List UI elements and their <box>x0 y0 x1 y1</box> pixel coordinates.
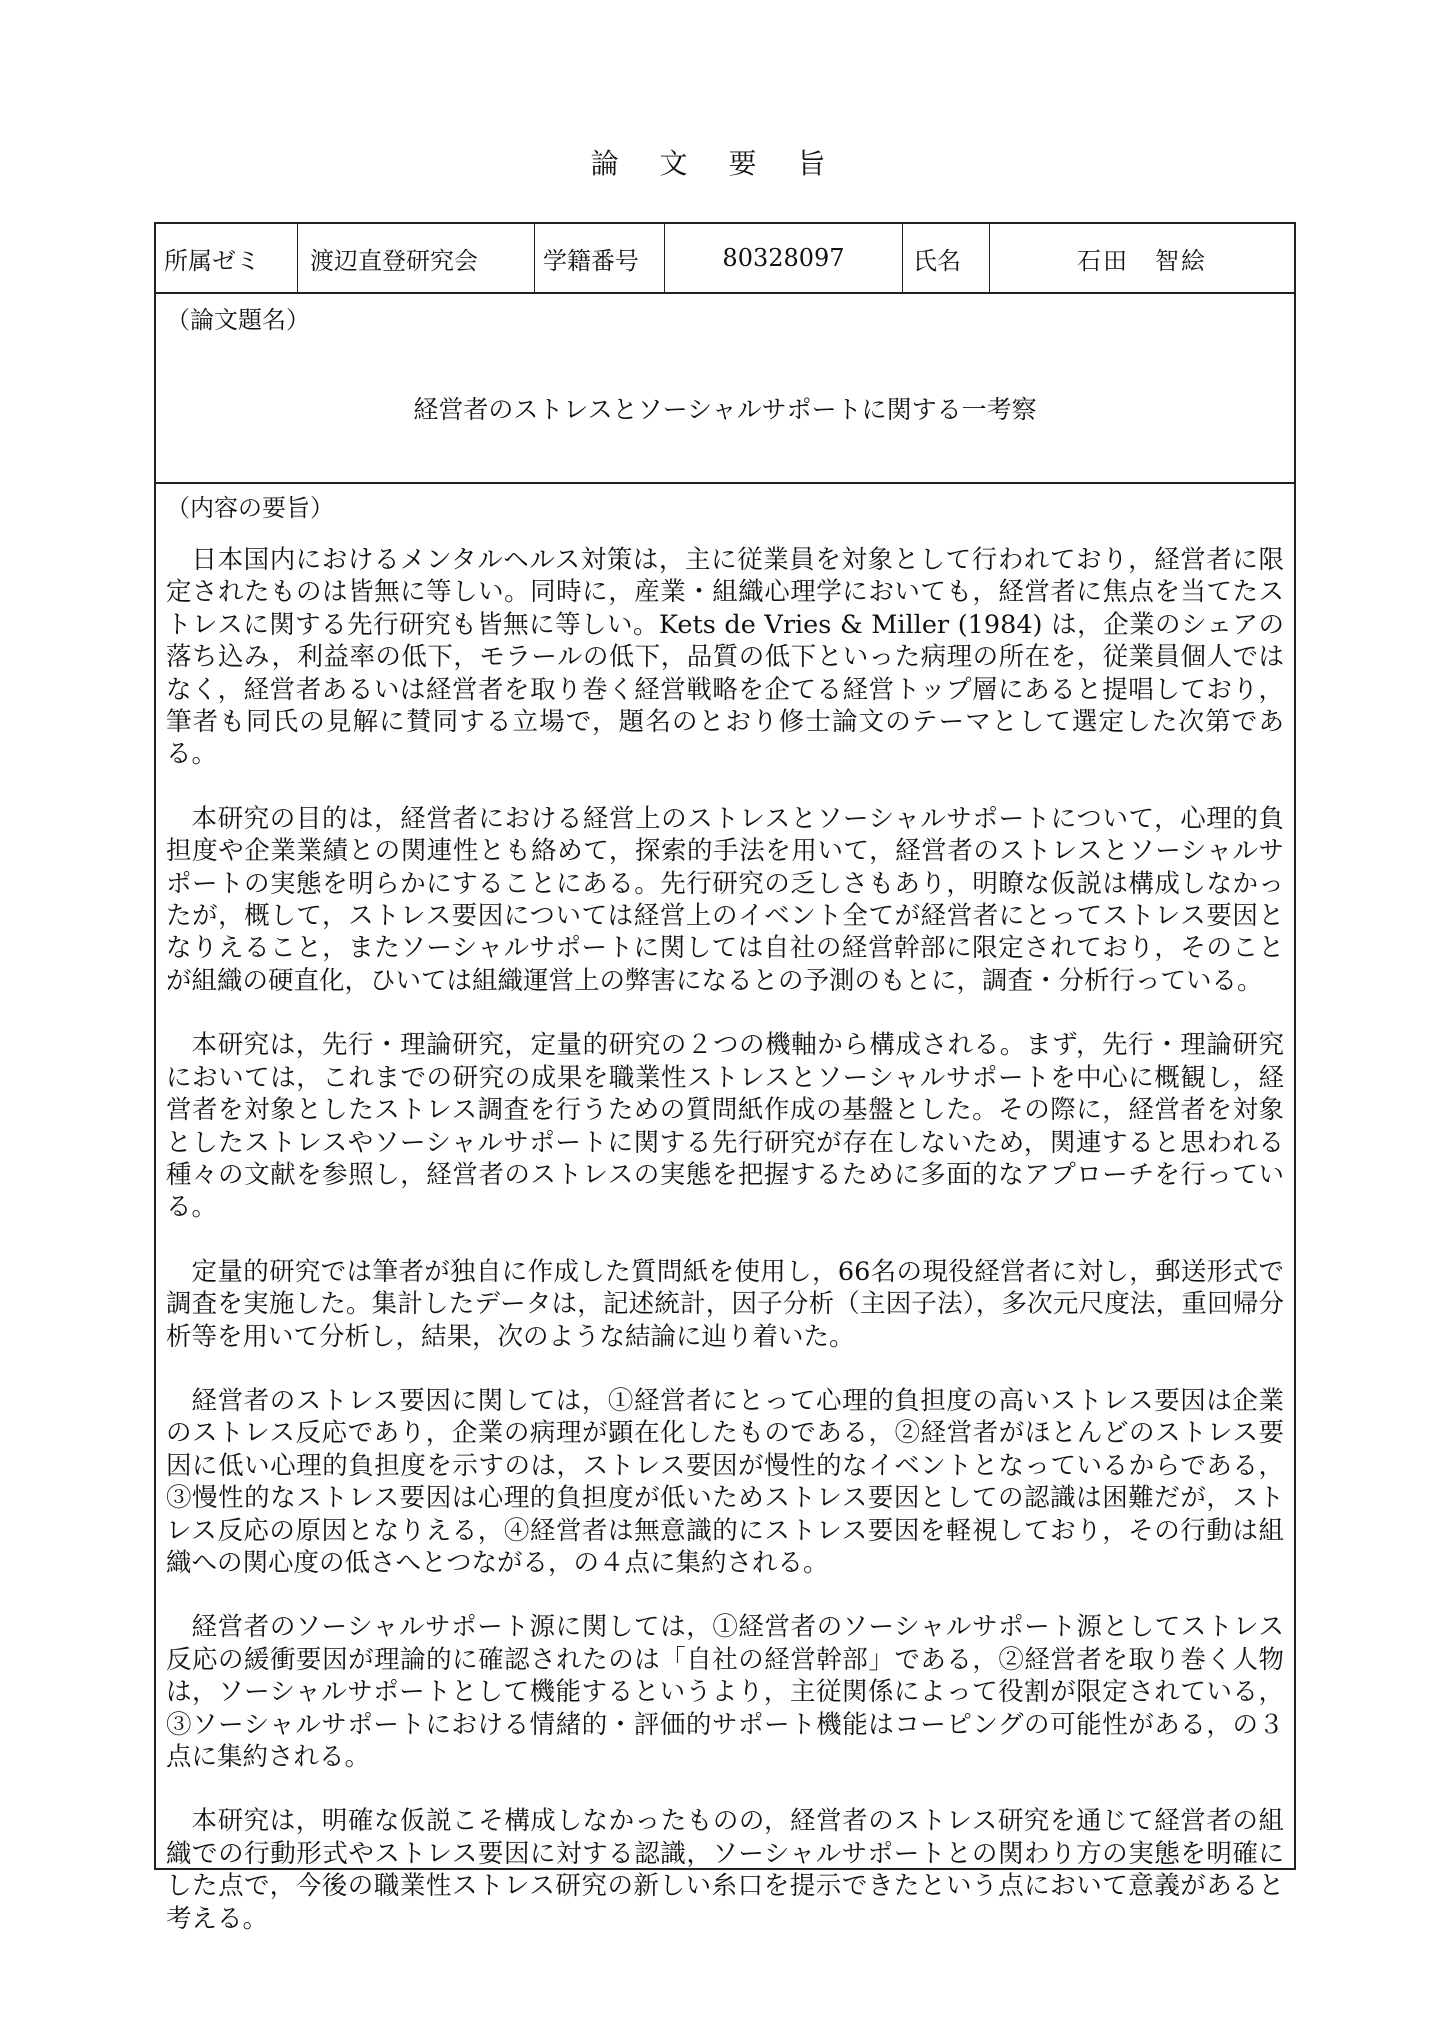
thesis-title-section <box>156 294 1294 484</box>
info-row <box>156 224 1294 294</box>
summary-label: （内容の要旨） <box>166 494 334 522</box>
summary-paragraph: 本研究は，明確な仮説こそ構成しなかったものの，経営者のストレス研究を通じて経営者の組織での行動形式やストレス要因に対する認識，ソーシャルサポートとの関わり方の実態を明確にした点で，今後の職業性ストレス研究の新しい糸口を提示できたという点において意義があると考える。 <box>166 1806 1284 1934</box>
thesis-title: 経営者のストレスとソーシャルサポートに関する一考察 <box>413 395 1037 424</box>
summary-paragraph: 定量的研究では筆者が独自に作成した質問紙を使用し，66名の現役経営者に対し，郵送形式で調査を実施した。集計したデータは，記述統計，因子分析（主因子法），多次元尺度法，重回帰分析等を用いて分析し，結果，次のような結論に辿り着いた。 <box>166 1256 1284 1352</box>
summary-paragraph: 本研究の目的は，経営者における経営上のストレスとソーシャルサポートについて，心理的負担度や企業業績との関連性とも絡めて，探索的手法を用いて，経営者のストレスとソーシャルサポートの実態を明らかにすることにある。先行研究の乏しさもあり，明瞭な仮説は構成しなかったが，概して，ストレス要因については経営上のイベント全てが経営者にとってストレス要因となりえること，またソーシャルサポートに関しては自社の経営幹部に限定されており，そのことが組織の硬直化，ひいては組織運営上の弊害になるとの予測のもとに，調査・分析行っている。 <box>166 803 1284 996</box>
document-heading: 論 文 要 旨 <box>590 147 842 180</box>
student-id-value: 80328097 <box>665 224 903 292</box>
seminar-value: 渡辺直登研究会 <box>298 224 535 292</box>
thesis-title-label: （論文題名） <box>166 306 310 334</box>
summary-paragraph: 本研究は，先行・理論研究，定量的研究の２つの機軸から構成される。まず，先行・理論研究においては，これまでの研究の成果を職業性ストレスとソーシャルサポートを中心に概観し，経営者を対象としたストレス調査を行うための質問紙作成の基盤とした。その際に，経営者を対象としたストレスやソーシャルサポートに関する先行研究が存在しないため，関連すると思われる種々の文献を参照し，経営者のストレスの実態を把握するために多面的なアプローチを行っている。 <box>166 1030 1284 1223</box>
name-value: 石田 智絵 <box>1077 246 1207 275</box>
seminar-label: 所属ゼミ <box>156 224 298 292</box>
summary-paragraph: 経営者のストレス要因に関しては，①経営者にとって心理的負担度の高いストレス要因は企業のストレス反応であり，企業の病理が顕在化したものである，②経営者がほとんどのストレス要因に低い心理的負担度を示すのは，ストレス要因が慢性的なイベントとなっているからである，③慢性的なストレス要因は心理的負担度が低いためストレス要因としての認識は困難だが，ストレス反応の原因となりえる，④経営者は無意識的にストレス要因を軽視しており，その行動は組織への関心度の低さへとつながる，の４点に集約される。 <box>166 1385 1284 1578</box>
abstract-form <box>154 222 1296 1934</box>
name-label: 氏名 <box>903 224 990 292</box>
summary-section <box>156 484 1294 1935</box>
student-id-label: 学籍番号 <box>535 224 665 292</box>
summary-paragraph: 経営者のソーシャルサポート源に関しては，①経営者のソーシャルサポート源としてストレス反応の緩衝要因が理論的に確認されたのは「自社の経営幹部」である，②経営者を取り巻く人物は，ソーシャルサポートとして機能するというより，主従関係によって役割が限定されている，③ソーシャルサポートにおける情緒的・評価的サポート機能はコーピングの可能性がある，の３点に集約される。 <box>166 1612 1284 1772</box>
summary-paragraph: 日本国内におけるメンタルヘルス対策は，主に従業員を対象として行われており，経営者に限定されたものは皆無に等しい。同時に，産業・組織心理学においても，経営者に焦点を当てたストレスに関する先行研究も皆無に等しい。Kets de Vries & Miller (1984) は，企業のシェアの落ち込み，利益率の低下，モラールの低下，品質の低下といった病理の所在を，従業員個人ではなく，経営者あるいは経営者を取り巻く経営戦略を企てる経営トップ層にあると提唱しており，筆者も同氏の見解に賛同する立場で，題名のとおり修士論文のテーマとして選定した次第である。 <box>166 545 1284 770</box>
